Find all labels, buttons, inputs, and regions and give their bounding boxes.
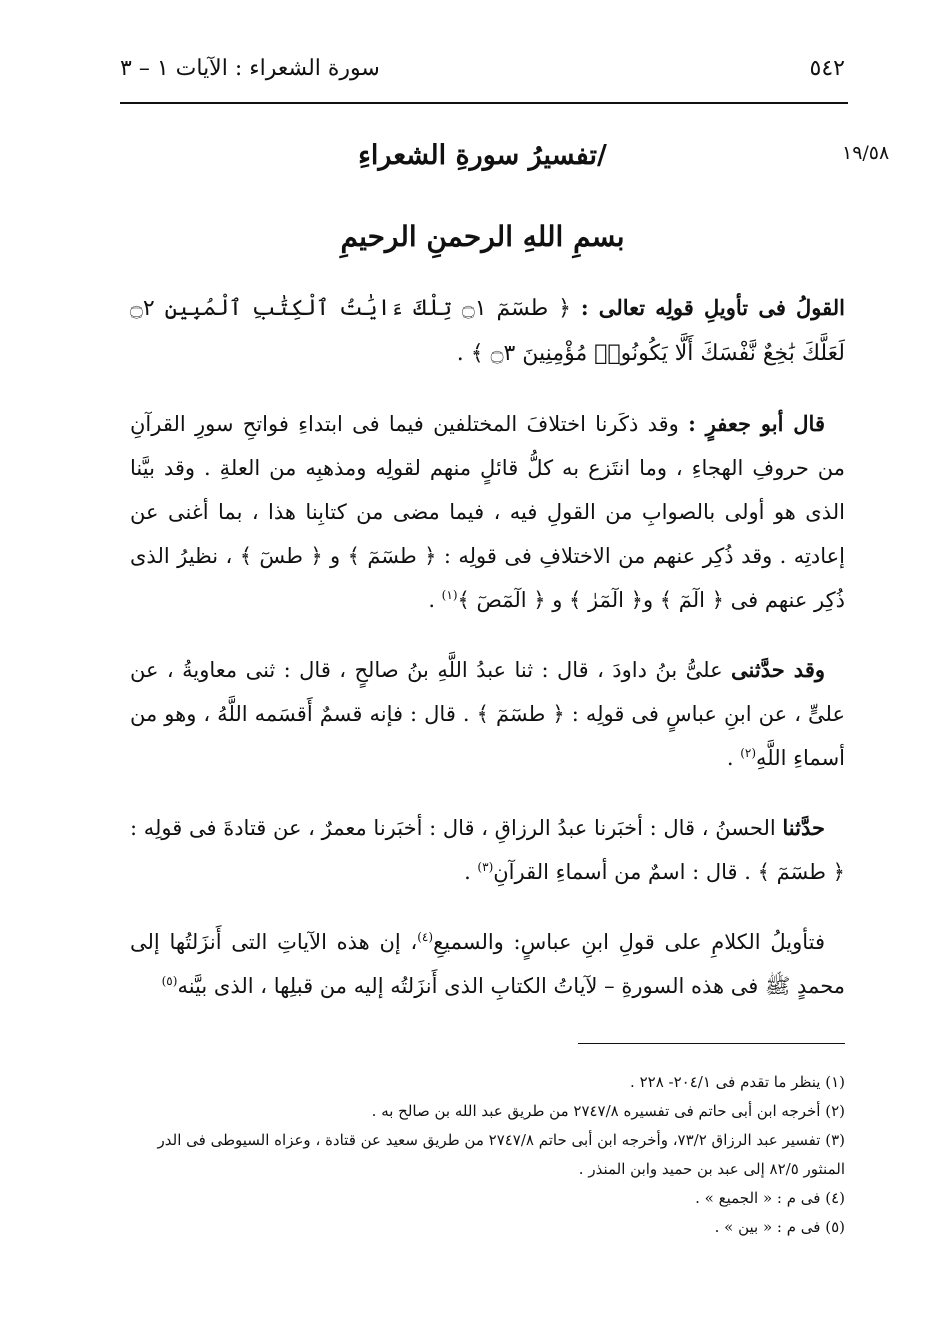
page-number: ٥٤٢ bbox=[809, 55, 845, 81]
footnote-4: (٤) فى م : « الجميع » . bbox=[695, 1189, 845, 1207]
paragraph-1 bbox=[130, 286, 845, 376]
paragraph-lead: حدَّثنا bbox=[782, 815, 825, 840]
footnotes bbox=[130, 1068, 845, 1242]
paragraph-end: . bbox=[428, 588, 442, 612]
footnote-5: (٥) فى م : « بين » . bbox=[714, 1218, 845, 1236]
paragraph-lead: القولُ فى تأويلِ قولِه تعالى : bbox=[580, 295, 846, 320]
basmala: بسمِ اللهِ الرحمنِ الرحيمِ bbox=[340, 220, 625, 253]
paragraph-text: وقد ذكَرنا اختلافَ المختلفين فيما فى ابتداءِ فواتحِ سورِ القرآنِ من حروفِ الهجاءِ ، وما انتَزع به كلُّ قائلٍ منهم لقولِه ومذهبِه من العلةِ . وقد بيَّنا الذى هو أولى بالصوابِ من القولِ فيه ، فيما مضى من كتابِنا هذا ، بما أغنى عن إعادتِه . وقد ذُكِر عنهم من الاختلافِ فى قولِه : ﴿ طسٓمٓ ﴾ و ﴿ طسٓ ﴾ ، نظيرُ الذى ذُكِر عنهم فى ﴿ الٓمٓ ﴾ و﴿ الٓمٓرٰ ﴾ و ﴿ الٓمٓصٓ ﴾ bbox=[130, 412, 845, 612]
paragraph-end: . bbox=[464, 860, 478, 884]
paragraph-lead: قال أبو جعفرٍ : bbox=[688, 411, 825, 436]
paragraph-end: . bbox=[726, 746, 741, 770]
paragraph-2 bbox=[130, 402, 845, 622]
chapter-title: /تفسيرُ سورةِ الشعراءِ bbox=[358, 140, 607, 171]
paragraph-text: فتأويلُ الكلامِ على قولِ ابنِ عباسٍ: والسميعِ bbox=[433, 930, 825, 954]
paragraph-lead: وقد حدَّثنى bbox=[731, 657, 825, 682]
page-header bbox=[120, 48, 845, 88]
footnote-rule bbox=[578, 1043, 845, 1044]
paragraph-5 bbox=[130, 920, 845, 1008]
paragraph-3 bbox=[130, 648, 845, 780]
footnote-marker: (٥) bbox=[161, 974, 178, 988]
footnote-1: (١) ينظر ما تقدم فى ٢٠٤/١- ٢٢٨ . bbox=[630, 1073, 845, 1091]
paragraph-4 bbox=[130, 806, 845, 894]
main-text bbox=[130, 286, 845, 1034]
paragraph-text: علىُّ بنُ داودَ ، قال : ثنا عبدُ اللَّهِ بنُ صالحٍ ، قال : ثنى معاويةُ ، عن علىٍّ ، عن ابنِ عباسٍ فى قولِه : ﴿ طسٓمٓ ﴾ . قال : فإنه قسمٌ أَقسَمه اللَّهُ ، وهو من أسماءِ اللَّهِ bbox=[130, 658, 845, 770]
footnote-marker: (٤) bbox=[417, 930, 434, 944]
footnote-marker: (٢) bbox=[740, 746, 757, 760]
paragraph-text: ﴿ طسٓمٓ ۝١ تِلْكَ ءَايَٰتُ ٱلْكِتَٰبِ ٱلْمُبِينِ ۝٢ لَعَلَّكَ بَٰخِعٌ نَّفْسَكَ أَلَّا يَكُونُوا۟ مُؤْمِنِينَ ۝٣ ﴾ . bbox=[130, 296, 845, 366]
running-title: سورة الشعراء : الآيات ١ – ٣ bbox=[120, 55, 380, 81]
header-rule bbox=[120, 102, 848, 104]
margin-reference: ١٩/٥٨ bbox=[842, 142, 890, 164]
footnote-3: (٣) تفسير عبد الرزاق ٧٣/٢، وأخرجه ابن أبى حاتم ٢٧٤٧/٨ من طريق سعيد عن قتادة ، وعزاه السيوطى فى الدر المنثور ٨٢/٥ إلى عبد بن حميد وابن المنذر . bbox=[157, 1131, 845, 1178]
footnote-2: (٢) أخرجه ابن أبى حاتم فى تفسيره ٢٧٤٧/٨ من طريق عبد الله بن صالح به . bbox=[371, 1102, 845, 1120]
footnote-marker: (١) bbox=[441, 588, 458, 602]
paragraph-text: الحسنُ ، قال : أخبَرنا عبدُ الرزاقِ ، قال : أخبَرنا معمرٌ ، عن قتادةَ فى قولِه : ﴿ طسٓمٓ ﴾ . قال : اسمٌ من أسماءِ القرآنِ bbox=[130, 816, 845, 884]
paragraph-end: ، إن هذه الآياتِ التى أَنزَلتُها إلى محمدٍ ﷺ فى هذه السورةِ – لآياتُ الكتابِ الذى أَنزَلتُه إليه من قبلِها ، الذى بيَّنه bbox=[130, 930, 845, 998]
footnote-marker: (٣) bbox=[477, 860, 494, 874]
